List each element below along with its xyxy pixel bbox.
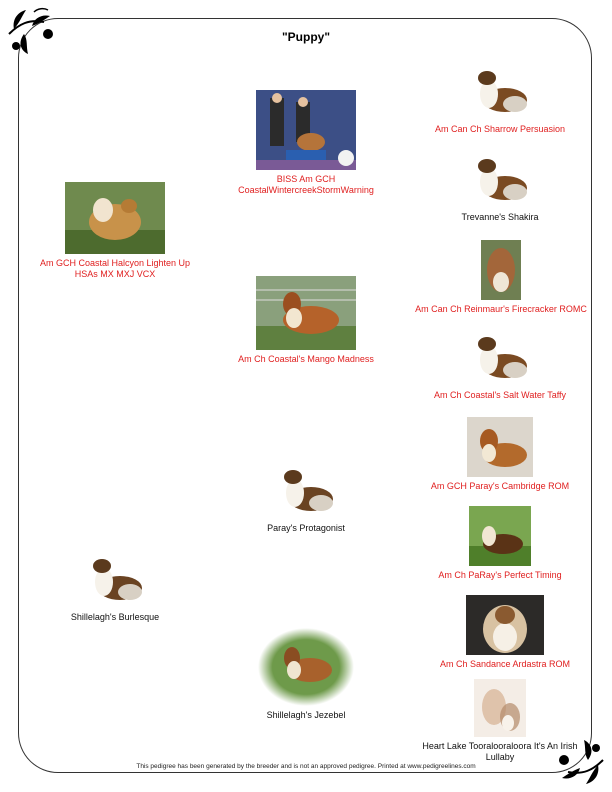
dog-sire-dam[interactable] [420,152,580,223]
dog-name: BISS Am GCH CoastalWintercreekStormWarning [238,174,374,195]
dog-placeholder-photo [275,463,337,519]
dog-name: Shillelagh's Jezebel [266,710,346,720]
dog-heart-lake[interactable] [410,679,590,763]
dog-photo [466,595,544,655]
dog-placeholder-photo [84,552,146,608]
dog-shillelagh-jezebel[interactable] [226,628,386,721]
dog-name: Am Ch Coastal's Mango Madness [238,354,374,364]
dog-photo [469,506,531,566]
dog-name: Am Ch Coastal's Salt Water Taffy [433,390,567,400]
dog-placeholder-photo [469,330,531,386]
dog-sire[interactable] [226,90,386,196]
dog-name: Am GCH Paray's Cambridge ROM [430,481,570,491]
dog-dam[interactable] [226,276,386,365]
dog-photo [65,182,165,254]
page-title: "Puppy" [281,30,331,44]
dog-faded-photo [474,679,526,737]
dog-name: Paray's Protagonist [267,523,345,533]
dog-paray-protagonist[interactable] [226,463,386,534]
dog-name: Am Ch Sandance Ardastra ROM [439,659,571,669]
dog-oval-photo [258,628,354,706]
dog-name: Trevanne's Shakira [461,212,539,222]
dog-shillelagh-burlesque[interactable] [30,552,200,623]
dog-name: Heart Lake Tooralooraloora It's An Irish Lullaby [422,741,578,762]
dog-paray-cambridge[interactable] [420,417,580,492]
dog-name: Am Ch PaRay's Perfect Timing [438,570,562,580]
dog-sire-sire[interactable] [420,64,580,135]
dog-photo [256,90,356,170]
dog-name: Am Can Ch Sharrow Persuasion [434,124,566,134]
dog-dam-dam[interactable] [420,330,580,401]
dog-placeholder-photo [469,64,531,120]
dog-photo [256,276,356,350]
dog-name: Shillelagh's Burlesque [70,612,160,622]
dog-paray-perfect-timing[interactable] [420,506,580,581]
dog-photo [481,240,521,300]
dog-placeholder-photo [469,152,531,208]
dog-name: Am GCH Coastal Halcyon Lighten Up HSAs MX MXJ VCX [39,258,191,279]
dog-sandance-ardastra[interactable] [420,595,590,670]
footer-disclaimer: This pedigree has been generated by the breeder and is not an approved pedigree. Printed at www.pedigreelines.com [136,763,476,770]
dog-photo [467,417,533,477]
dog-name: Am Can Ch Reinmaur's Firecracker ROMC [415,304,587,314]
dog-dam-sire[interactable] [406,240,596,315]
dog-self[interactable] [30,182,200,280]
